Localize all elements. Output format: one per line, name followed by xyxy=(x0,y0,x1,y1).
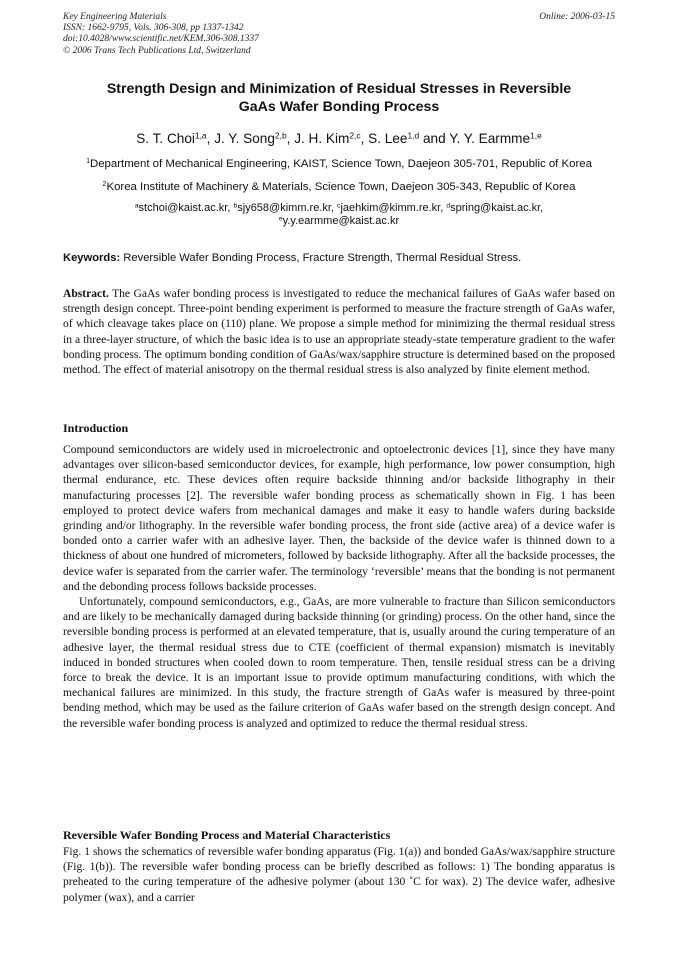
keywords-text: Reversible Wafer Bonding Process, Fracture Strength, Thermal Residual Stress. xyxy=(120,252,522,264)
author: S. T. Choi$^{1,a}$, xyxy=(136,130,215,146)
paper-title xyxy=(63,80,615,116)
email-link[interactable]: $^a$stchoi@kaist.ac.kr, xyxy=(134,202,234,214)
affiliation-2: $^2$Korea Institute of Machinery & Materials, Science Town, Daejeon 305-343, Republic of Korea xyxy=(102,181,576,193)
section-heading-introduction: Introduction xyxy=(63,421,129,435)
email-link[interactable]: $^d$spring@kaist.ac.kr, xyxy=(446,202,544,214)
email-link[interactable]: $^e$y.y.earmme@kaist.ac.kr xyxy=(278,215,400,227)
title-line-2: GaAs Wafer Bonding Process xyxy=(238,99,440,115)
online-date: Online: 2006-03-15 xyxy=(539,12,615,22)
issn-line: ISSN: 1662-9795, Vols. 306-308, pp 1337-1342 xyxy=(63,23,244,34)
introduction-body xyxy=(63,443,615,732)
email-link[interactable]: $^b$sjy658@kimm.re.kr, xyxy=(233,202,338,214)
paragraph: Unfortunately, compound semiconductors, e.g., GaAs, are more vulnerable to fracture than Silicon semiconductors and are likely to be mechanically damaged during backside thinning (or grinding) process. On the other hand, since the reversible bonding process is performed at an elevated temperature, that is, usually around the curing temperature of an adhesive layer, the thermal residual stress due to CTE (coefficient of thermal expansion) mismatch is inevitably induced in bonded structures when cooled down to room temperature. Then, tensile residual stress can be a driving force to break the device. It is an important issue to provide optimum manufacturing conditions, with which the mechanical failures are minimized. In this study, the fracture strength of GaAs wafer is measured by three-point bending method, which may be used as the failure criterion of GaAs wafer based on the strength design concept. And the reversible wafer bonding process is analyzed and optimized to reduce the thermal residual stress. xyxy=(63,596,615,730)
keywords-label: Keywords: xyxy=(63,252,121,264)
author-emails xyxy=(63,202,615,228)
section-body xyxy=(63,845,615,906)
paragraph: Fig. 1 shows the schematics of reversible wafer bonding apparatus (Fig. 1(a)) and bonded GaAs/wax/sapphire structure (Fig. 1(b)). The reversible wafer bonding process can be briefly described as follows: 1) The bonding apparatus is preheated to the curing temperature of the adhesive polymer (about 130 ˚C for wax). 2) The device wafer, adhesive polymer (wax), and a carrier xyxy=(63,846,615,904)
author: J. Y. Song$^{2,b}$, xyxy=(214,130,295,146)
abstract-text: The GaAs wafer bonding process is investigated to reduce the mechanical failures of GaAs wafer based on strength design concept. Three-point bending experiment is performed to measure the fracture strength of GaAs wafer, of which cleavage takes place on (110) plane. We propose a simple method for minimizing the thermal residual stress in a three-layer structure, of which the basic idea is to use an appropriate steady-state temperature gradient to the wafer bonding process. The optimum bonding condition of GaAs/wax/sapphire structure is determined based on the proposed method. The effect of material anisotropy on the thermal residual stress is also analyzed by finite element method. xyxy=(63,288,615,377)
journal-name: Key Engineering Materials xyxy=(63,12,167,22)
abstract-label: Abstract. xyxy=(63,288,109,300)
paragraph: Compound semiconductors are widely used in microelectronic and optoelectronic devices [1], since they have many advantages over silicon-based semiconductor devices, for example, high performance, low power consumption, high thermal endurance, etc. These devices often require backside thinning and/or backside lithography in their manufacturing processes [2]. The reversible wafer bonding process as schematically shown in Fig. 1 has been employed to protect device wafers from mechanical damages and make it easy to handle wafers during backside grinding and/or lithography. In the reversible wafer bonding process, the front side (active area) of a device wafer is bonded onto a carrier wafer with an adhesive layer. Then, the backside of the device wafer is thinned down to a thickness of about one hundred of micrometers, followed by backside lithography. After all the backside processes, the device wafer is separated from the carrier wafer. The terminology ‘reversible’ means that the bonding is not permanent and the debonding process follows backside processes. xyxy=(63,444,615,593)
title-line-1: Strength Design and Minimization of Residual Stresses in Reversible xyxy=(106,81,572,97)
keywords xyxy=(63,251,615,265)
doi-line[interactable]: doi:10.4028/www.scientific.net/KEM.306-308.1337 xyxy=(63,34,259,45)
email-link[interactable]: $^c$jaehkim@kimm.re.kr, xyxy=(337,202,447,214)
copyright-line: © 2006 Trans Tech Publications Ltd, Switzerland xyxy=(63,45,251,56)
section-heading-bonding-process: Reversible Wafer Bonding Process and Material Characteristics xyxy=(63,828,391,842)
affiliation-1: $^1$Department of Mechanical Engineering, KAIST, Science Town, Daejeon 305-701, Republic of Korea xyxy=(86,158,592,170)
abstract xyxy=(63,287,615,378)
author: Y. Y. Earmme$^{1,e}$ xyxy=(449,130,542,146)
author: J. H. Kim$^{2,c}$, xyxy=(294,130,369,146)
author: S. Lee$^{1,d}$ and xyxy=(368,130,450,146)
journal-header xyxy=(63,12,615,57)
author-list xyxy=(63,130,615,148)
